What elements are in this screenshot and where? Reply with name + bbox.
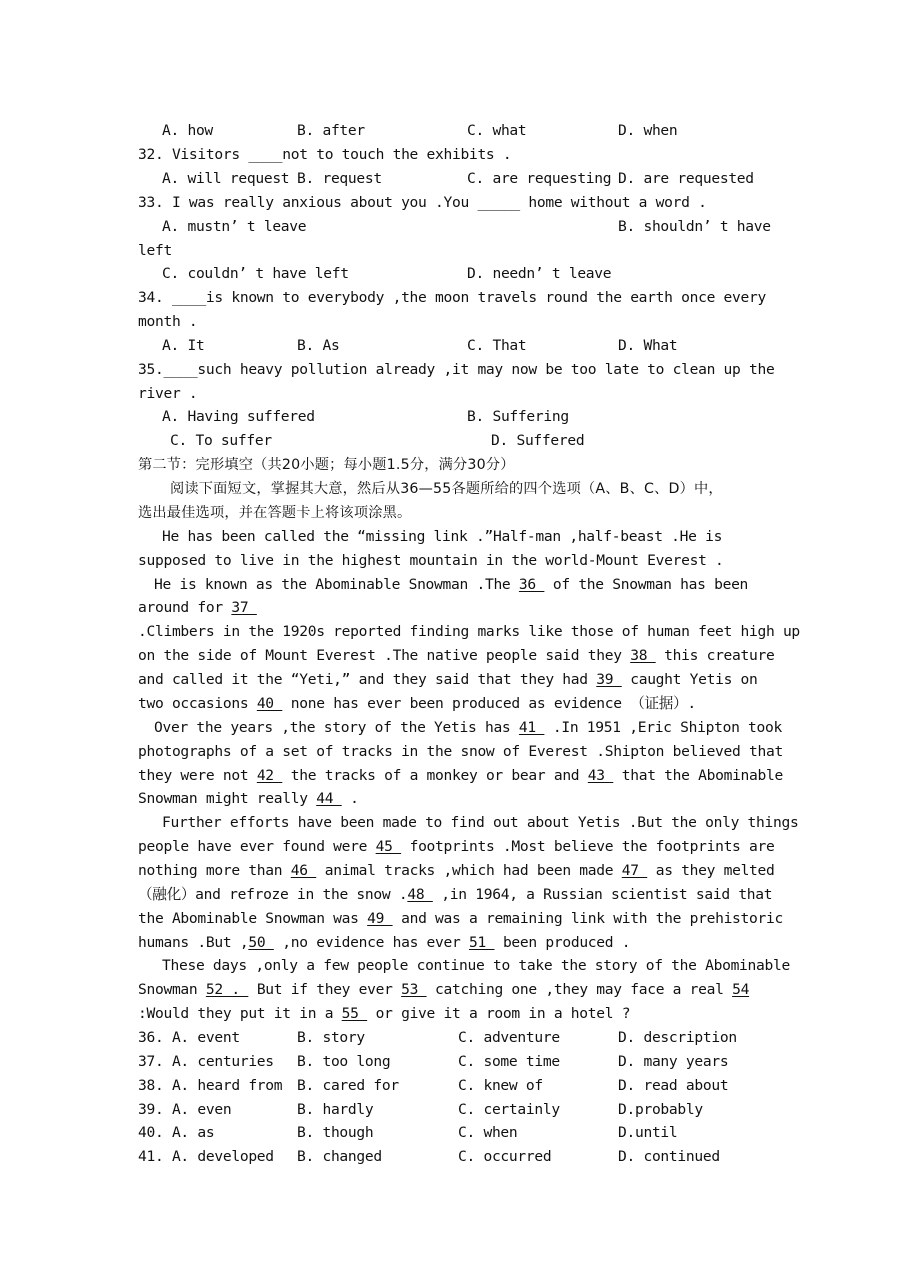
q31-option-b: B. after (297, 122, 365, 139)
passage-p5-line-1: These days ,only a few people continue to take the story of the Abominable (162, 957, 790, 974)
passage-p1-line-1: He has been called the “missing link .”Half-man ,half-beast .He is (162, 528, 723, 545)
q41-option-a: 41. A. developed (138, 1148, 274, 1165)
blank-53: 53 (401, 981, 427, 998)
blank-46: 46 (290, 862, 317, 879)
q34-option-c: C. That (467, 337, 527, 354)
blank-54: 54 (732, 981, 750, 998)
blank-44: 44 (316, 790, 342, 807)
q32-stem: 32. Visitors ____not to touch the exhibits . (138, 146, 512, 163)
q35-option-b: B. Suffering (467, 408, 569, 425)
q33-option-b-continued: left (138, 242, 172, 259)
q35-option-d: D. Suffered (491, 432, 585, 449)
q32-option-c: C. are requesting (467, 170, 612, 187)
q32-option-b: B. request (297, 170, 382, 187)
blank-50: 50 (248, 934, 274, 951)
passage-p4-line-1: Further efforts have been made to find out about Yetis .But the only things (162, 814, 799, 831)
passage-p2-line-3: .Climbers in the 1920s reported finding marks like those of human feet high up (138, 623, 800, 640)
blank-45: 45 (375, 838, 402, 855)
blank-39: 39 (596, 671, 622, 688)
q35-option-c: C. To suffer (170, 432, 272, 449)
q33-option-d: D. needn’ t leave (467, 265, 612, 282)
q34-option-a: A. It (162, 337, 205, 354)
blank-37: 37 (231, 599, 257, 616)
q31-option-c: C. what (467, 122, 527, 139)
blank-49: 49 (367, 910, 393, 927)
q41-option-b: B. changed (297, 1148, 382, 1165)
q39-option-b: B. hardly (297, 1101, 374, 1118)
q35-stem-line-1: 35.____such heavy pollution already ,it may now be too late to clean up the (138, 361, 775, 378)
q33-stem: 33. I was really anxious about you .You _____ home without a word . (138, 194, 707, 211)
passage-p2-line-6: two occasions 40 none has ever been produced as evidence （证据）. (138, 695, 696, 712)
q36-option-a: 36. A. event (138, 1029, 240, 1046)
section-heading: 第二节：完形填空（共20小题；每小题1.5分，满分30分） (138, 457, 515, 473)
blank-38: 38 (630, 647, 656, 664)
passage-p3-line-3: they were not 42 the tracks of a monkey or bear and 43 that the Abominable (138, 767, 783, 784)
passage-p3-line-1: Over the years ,the story of the Yetis has 41 .In 1951 ,Eric Shipton took (154, 719, 782, 736)
q34-option-b: B. As (297, 337, 340, 354)
q39-option-a: 39. A. even (138, 1101, 232, 1118)
passage-p2-line-4: on the side of Mount Everest .The native people said they 38 this creature (138, 647, 775, 664)
blank-40: 40 (256, 695, 283, 712)
blank-41: 41 (518, 719, 545, 736)
passage-p5-line-2: Snowman 52 . But if they ever 53 catching one ,they may face a real 54 (138, 981, 750, 998)
passage-p4-line-4: （融化）and refroze in the snow .48 ,in 1964, a Russian scientist said that (138, 886, 773, 903)
q35-stem-line-2: river . (138, 385, 198, 402)
q34-option-d: D. What (618, 337, 678, 354)
q36-option-b: B. story (297, 1029, 365, 1046)
q39-option-d: D.probably (618, 1101, 703, 1118)
q31-option-d: D. when (618, 122, 678, 139)
q41-option-c: C. occurred (458, 1148, 552, 1165)
q31-option-a: A. how (162, 122, 213, 139)
passage-p2-line-2: around for 37 (138, 599, 257, 616)
q38-option-c: C. knew of (458, 1077, 543, 1094)
q40-option-b: B. though (297, 1124, 374, 1141)
q40-option-c: C. when (458, 1124, 518, 1141)
blank-52: 52 . (205, 981, 249, 998)
passage-p2-line-1: He is known as the Abominable Snowman .The 36 of the Snowman has been (154, 576, 749, 593)
q38-option-d: D. read about (618, 1077, 729, 1094)
q35-option-a: A. Having suffered (162, 408, 315, 425)
q38-option-b: B. cared for (297, 1077, 399, 1094)
passage-p4-line-6: humans .But ,50 ,no evidence has ever 51 been produced . (138, 934, 631, 951)
q41-option-d: D. continued (618, 1148, 720, 1165)
q32-option-a: A. will request (162, 170, 290, 187)
q40-option-a: 40. A. as (138, 1124, 215, 1141)
blank-51: 51 (468, 934, 495, 951)
q33-option-b: B. shouldn’ t have (618, 218, 771, 235)
passage-p4-line-2: people have ever found were 45 footprints .Most believe the footprints are (138, 838, 775, 855)
passage-p1-line-2: supposed to live in the highest mountain in the world-Mount Everest . (138, 552, 724, 569)
passage-p4-line-5: the Abominable Snowman was 49 and was a remaining link with the prehistoric (138, 910, 783, 927)
q38-option-a: 38. A. heard from (138, 1077, 283, 1094)
blank-42: 42 (256, 767, 283, 784)
q37-option-b: B. too long (297, 1053, 391, 1070)
q37-option-c: C. some time (458, 1053, 560, 1070)
q37-option-a: 37. A. centuries (138, 1053, 274, 1070)
q36-option-c: C. adventure (458, 1029, 560, 1046)
blank-48: 48 (407, 886, 433, 903)
blank-47: 47 (621, 862, 648, 879)
q34-stem-line-2: month . (138, 313, 198, 330)
q33-option-a: A. mustn’ t leave (162, 218, 307, 235)
blank-55: 55 (341, 1005, 368, 1022)
q37-option-d: D. many years (618, 1053, 729, 1070)
q34-stem-line-1: 34. ____is known to everybody ,the moon travels round the earth once every (138, 289, 766, 306)
passage-p4-line-3: nothing more than 46 animal tracks ,which had been made 47 as they melted (138, 862, 775, 879)
passage-p3-line-4: Snowman might really 44 . (138, 790, 359, 807)
passage-p3-line-2: photographs of a set of tracks in the snow of Everest .Shipton believed that (138, 743, 783, 760)
passage-p2-line-5: and called it the “Yeti,” and they said that they had 39 caught Yetis on (138, 671, 758, 688)
blank-36: 36 (518, 576, 545, 593)
q39-option-c: C. certainly (458, 1101, 560, 1118)
q32-option-d: D. are requested (618, 170, 754, 187)
blank-43: 43 (587, 767, 614, 784)
section-instruction-line-1: 阅读下面短文，掌握其大意，然后从36—55各题所给的四个选项（A、B、C、D）中， (170, 481, 723, 497)
q36-option-d: D. description (618, 1029, 737, 1046)
q40-option-d: D.until (618, 1124, 678, 1141)
section-instruction-line-2: 选出最佳选项，并在答题卡上将该项涂黑。 (138, 505, 412, 521)
q33-option-c: C. couldn’ t have left (162, 265, 349, 282)
passage-p5-line-3: :Would they put it in a 55 or give it a room in a hotel ? (138, 1005, 631, 1022)
